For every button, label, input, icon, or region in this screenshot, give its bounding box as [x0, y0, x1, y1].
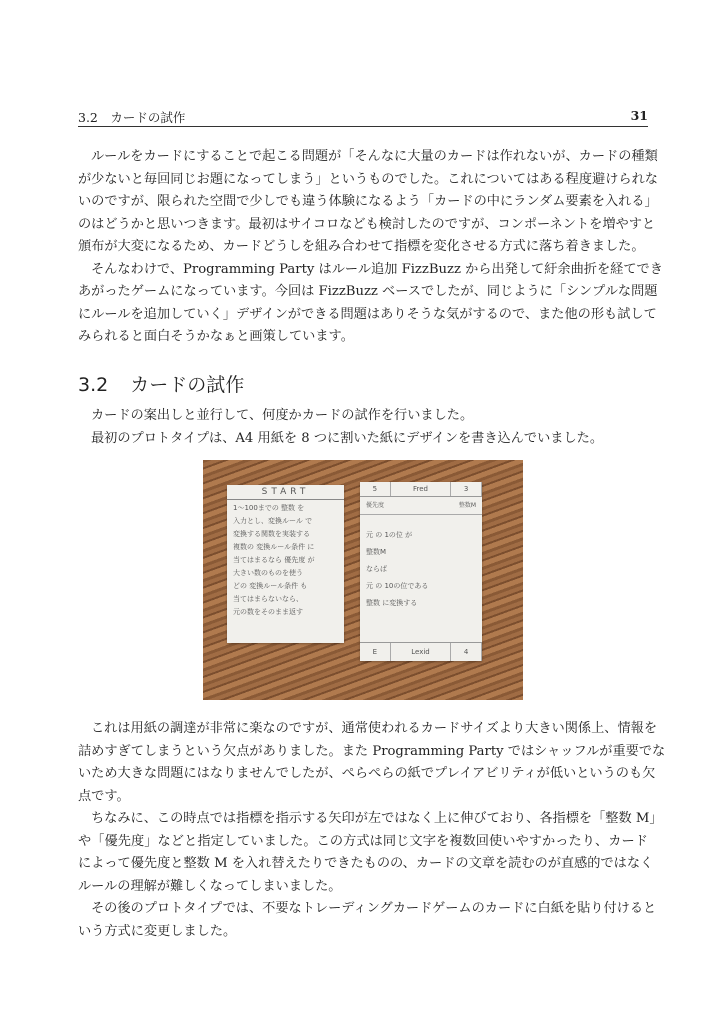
paragraph-line: これは用紙の調達が非常に楽なのですが、通常使われるカードサイズより大きい関係上、情報を	[91, 721, 658, 736]
paragraph-line: いのですが、限られた空間で少しでも違う体験になるよう「カードの中にランダム要素を入れる」	[78, 194, 658, 209]
handwritten-line: 元 の 1の位 が	[366, 531, 413, 539]
paragraph-line: ちなみに、この時点では指標を指示する矢印が左ではなく上に伸びており、各指標を「整数 M」	[91, 811, 663, 826]
card-label: 整数M	[458, 502, 476, 509]
paragraph-line: にルールを追加していく」デザインができる問題はありそうな気がするので、また他の形も試して	[78, 306, 657, 322]
handwritten-line: 変換する関数を実装する	[233, 530, 310, 538]
header-section: 3.2 カードの試作	[78, 110, 186, 125]
card-label: 優先度	[366, 502, 385, 509]
start-card	[227, 485, 344, 643]
card-text	[360, 515, 482, 614]
section-number: 3.2	[78, 374, 109, 396]
section-heading	[78, 370, 244, 397]
handwritten-line: 1〜100までの 整数 を	[233, 504, 305, 512]
handwritten-line: 整数M	[366, 548, 387, 556]
paragraph-line: が少ないと毎回同じお題になってしまう」というものでした。これについてはある程度避けられな	[78, 171, 658, 187]
handwritten-line: 当てはまるなら 優先度 が	[233, 556, 315, 564]
paragraph: 最初のプロトタイプは、A4 用紙を 8 つに割いた紙にデザインを書き込んでいました。	[91, 430, 604, 446]
card-text	[227, 500, 344, 621]
paragraph-line: によって優先度と整数 M を入れ替えたりできたものの、カードの文章を読むのが直感的ではなく	[78, 856, 654, 871]
paragraph-line: ルールをカードにすることで起こる問題が「そんなに大量のカードは作れないが、カードの種類	[91, 149, 658, 164]
handwritten-line: 入力とし、変換ルール で	[233, 517, 313, 525]
paragraph-line: 点です。	[78, 788, 130, 804]
paragraph-line: その後のプロトタイプでは、不要なトレーディングカードゲームのカードに白紙を貼り付けると	[91, 901, 657, 916]
card-cell: 4	[451, 643, 482, 661]
section-title: カードの試作	[130, 374, 245, 396]
card-title: START	[227, 485, 344, 500]
paragraph-line: あがったゲームになっています。今回は FizzBuzz ベースでしたが、同じように「シンプルな問題	[78, 284, 658, 299]
paragraph-line: 詰めすぎてしまうという欠点がありました。また Programming Party ではシャッフルが重要でな	[78, 743, 666, 759]
handwritten-line: 元 の 10の位である	[366, 582, 429, 590]
body-text-top	[78, 146, 663, 349]
card-bottom-row	[360, 642, 482, 661]
paragraph-line: ルールの理解が難しくなってしまいました。	[78, 878, 342, 894]
handwritten-line: 大きい数のものを使う	[233, 569, 303, 577]
card-cell: 3	[451, 482, 482, 496]
paragraph-line: いう方式に変更しました。	[78, 923, 237, 939]
body-text-bottom	[78, 718, 666, 943]
paragraph-line: いため大きな問題にはなりませんでしたが、ぺらぺらの紙でプレイアビリティが低いというのも欠	[78, 766, 656, 781]
prototype-cards-photo	[203, 460, 523, 700]
page-number: 31	[630, 108, 648, 123]
handwritten-line: どの 変換ルール条件 も	[233, 582, 308, 590]
handwritten-line: 元の数をそのまま返す	[233, 608, 303, 616]
running-header	[78, 108, 648, 127]
handwritten-line: 当てはまらないなら、	[233, 595, 303, 603]
body-text-mid	[78, 405, 648, 450]
paragraph-line: のはどうかと思いつきます。最初はサイコロなども検討したのですが、コンポーネントを増やすと	[78, 216, 656, 232]
handwritten-line: 整数 に変換する	[366, 599, 418, 607]
rule-card	[360, 482, 482, 661]
card-cell: 5	[360, 482, 391, 496]
card-cell: E	[360, 643, 391, 661]
paragraph: カードの案出しと並行して、何度かカードの試作を行いました。	[91, 408, 474, 423]
paragraph-line: 頒布が大変になるため、カードどうしを組み合わせて指標を変化させる方式に落ち着きました。	[78, 239, 645, 254]
card-cell: Fred	[391, 482, 452, 496]
handwritten-line: 複数の 変換ルール条件 に	[233, 543, 315, 551]
paragraph-line: そんなわけで、Programming Party はルール追加 FizzBuzz から出発して紆余曲折を経てでき	[91, 261, 663, 277]
handwritten-line: ならば	[366, 565, 387, 573]
paragraph-line: や「優先度」などと指定していました。この方式は同じ文字を複数回使いやすかったり、カード	[78, 833, 648, 849]
card-cell: Lexid	[391, 643, 452, 661]
card-top-row	[360, 482, 482, 497]
paragraph-line: みられると面白そうかなぁと画策しています。	[78, 329, 354, 344]
